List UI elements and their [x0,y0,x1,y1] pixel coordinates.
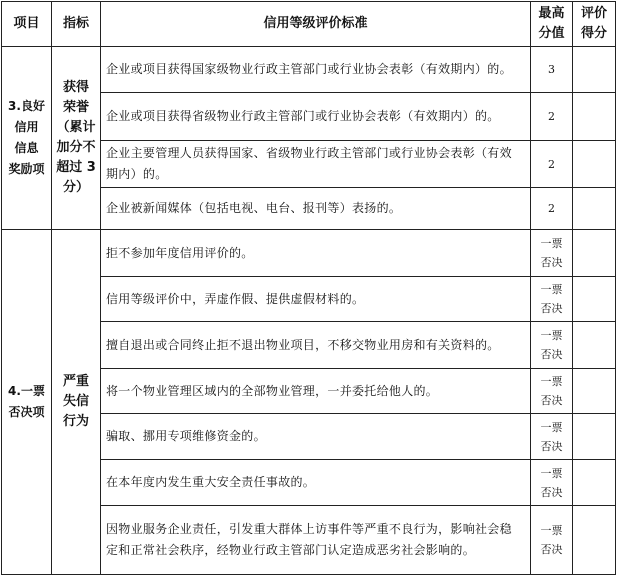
eval-score-cell[interactable] [573,141,616,188]
score-cell: 2 [531,141,573,188]
score-cell: 一票 否决 [531,460,573,506]
criteria-cell: 因物业服务企业责任，引发重大群体上访事件等严重不良行为，影响社会稳定和正常社会秩序，经物业行政主管部门认定造成恶劣社会影响的。 [101,506,531,575]
section-project-cell: 4.一票 否决项 [2,230,52,575]
criteria-cell: 信用等级评价中，弄虚作假、提供虚假材料的。 [101,277,531,322]
criteria-cell: 企业或项目获得国家级物业行政主管部门或行业协会表彰（有效期内）的。 [101,47,531,93]
eval-score-cell[interactable] [573,506,616,575]
criteria-cell: 将一个物业管理区域内的全部物业管理，一并委托给他人的。 [101,369,531,414]
header-row [2,2,616,47]
table-row [2,47,616,93]
score-cell: 2 [531,188,573,230]
table-row [2,230,616,277]
criteria-cell: 在本年度内发生重大安全责任事故的。 [101,460,531,506]
criteria-cell: 企业或项目获得省级物业行政主管部门或行业协会表彰（有效期内）的。 [101,93,531,141]
eval-score-cell[interactable] [573,277,616,322]
header-indicator: 指标 [52,2,101,47]
header-project: 项目 [2,2,52,47]
eval-score-cell[interactable] [573,460,616,506]
score-cell: 一票 否决 [531,277,573,322]
criteria-cell: 拒不参加年度信用评价的。 [101,230,531,277]
score-cell: 一票 否决 [531,322,573,369]
score-cell: 2 [531,93,573,141]
criteria-cell: 骗取、挪用专项维修资金的。 [101,414,531,460]
header-criteria: 信用等级评价标准 [101,2,531,47]
criteria-cell: 企业主要管理人员获得国家、省级物业行政主管部门或行业协会表彰（有效期内）的。 [101,141,531,188]
eval-score-cell[interactable] [573,47,616,93]
header-max-score: 最高 分值 [531,2,573,47]
score-cell: 一票 否决 [531,230,573,277]
score-cell: 一票 否决 [531,414,573,460]
eval-score-cell[interactable] [573,230,616,277]
credit-evaluation-table [1,1,616,575]
criteria-cell: 企业被新闻媒体（包括电视、电台、报刊等）表扬的。 [101,188,531,230]
score-cell: 一票 否决 [531,506,573,575]
eval-score-cell[interactable] [573,188,616,230]
eval-score-cell[interactable] [573,93,616,141]
section-project-cell: 3.良好 信用 信息 奖励项 [2,47,52,230]
section-indicator-cell: 获得 荣誉 （累计 加分不 超过 3 分） [52,47,101,230]
criteria-cell: 擅自退出或合同终止拒不退出物业项目，不移交物业用房和有关资料的。 [101,322,531,369]
section-indicator-cell: 严重 失信 行为 [52,230,101,575]
score-cell: 3 [531,47,573,93]
eval-score-cell[interactable] [573,322,616,369]
eval-score-cell[interactable] [573,369,616,414]
score-cell: 一票 否决 [531,369,573,414]
header-eval-score: 评价 得分 [573,2,616,47]
eval-score-cell[interactable] [573,414,616,460]
